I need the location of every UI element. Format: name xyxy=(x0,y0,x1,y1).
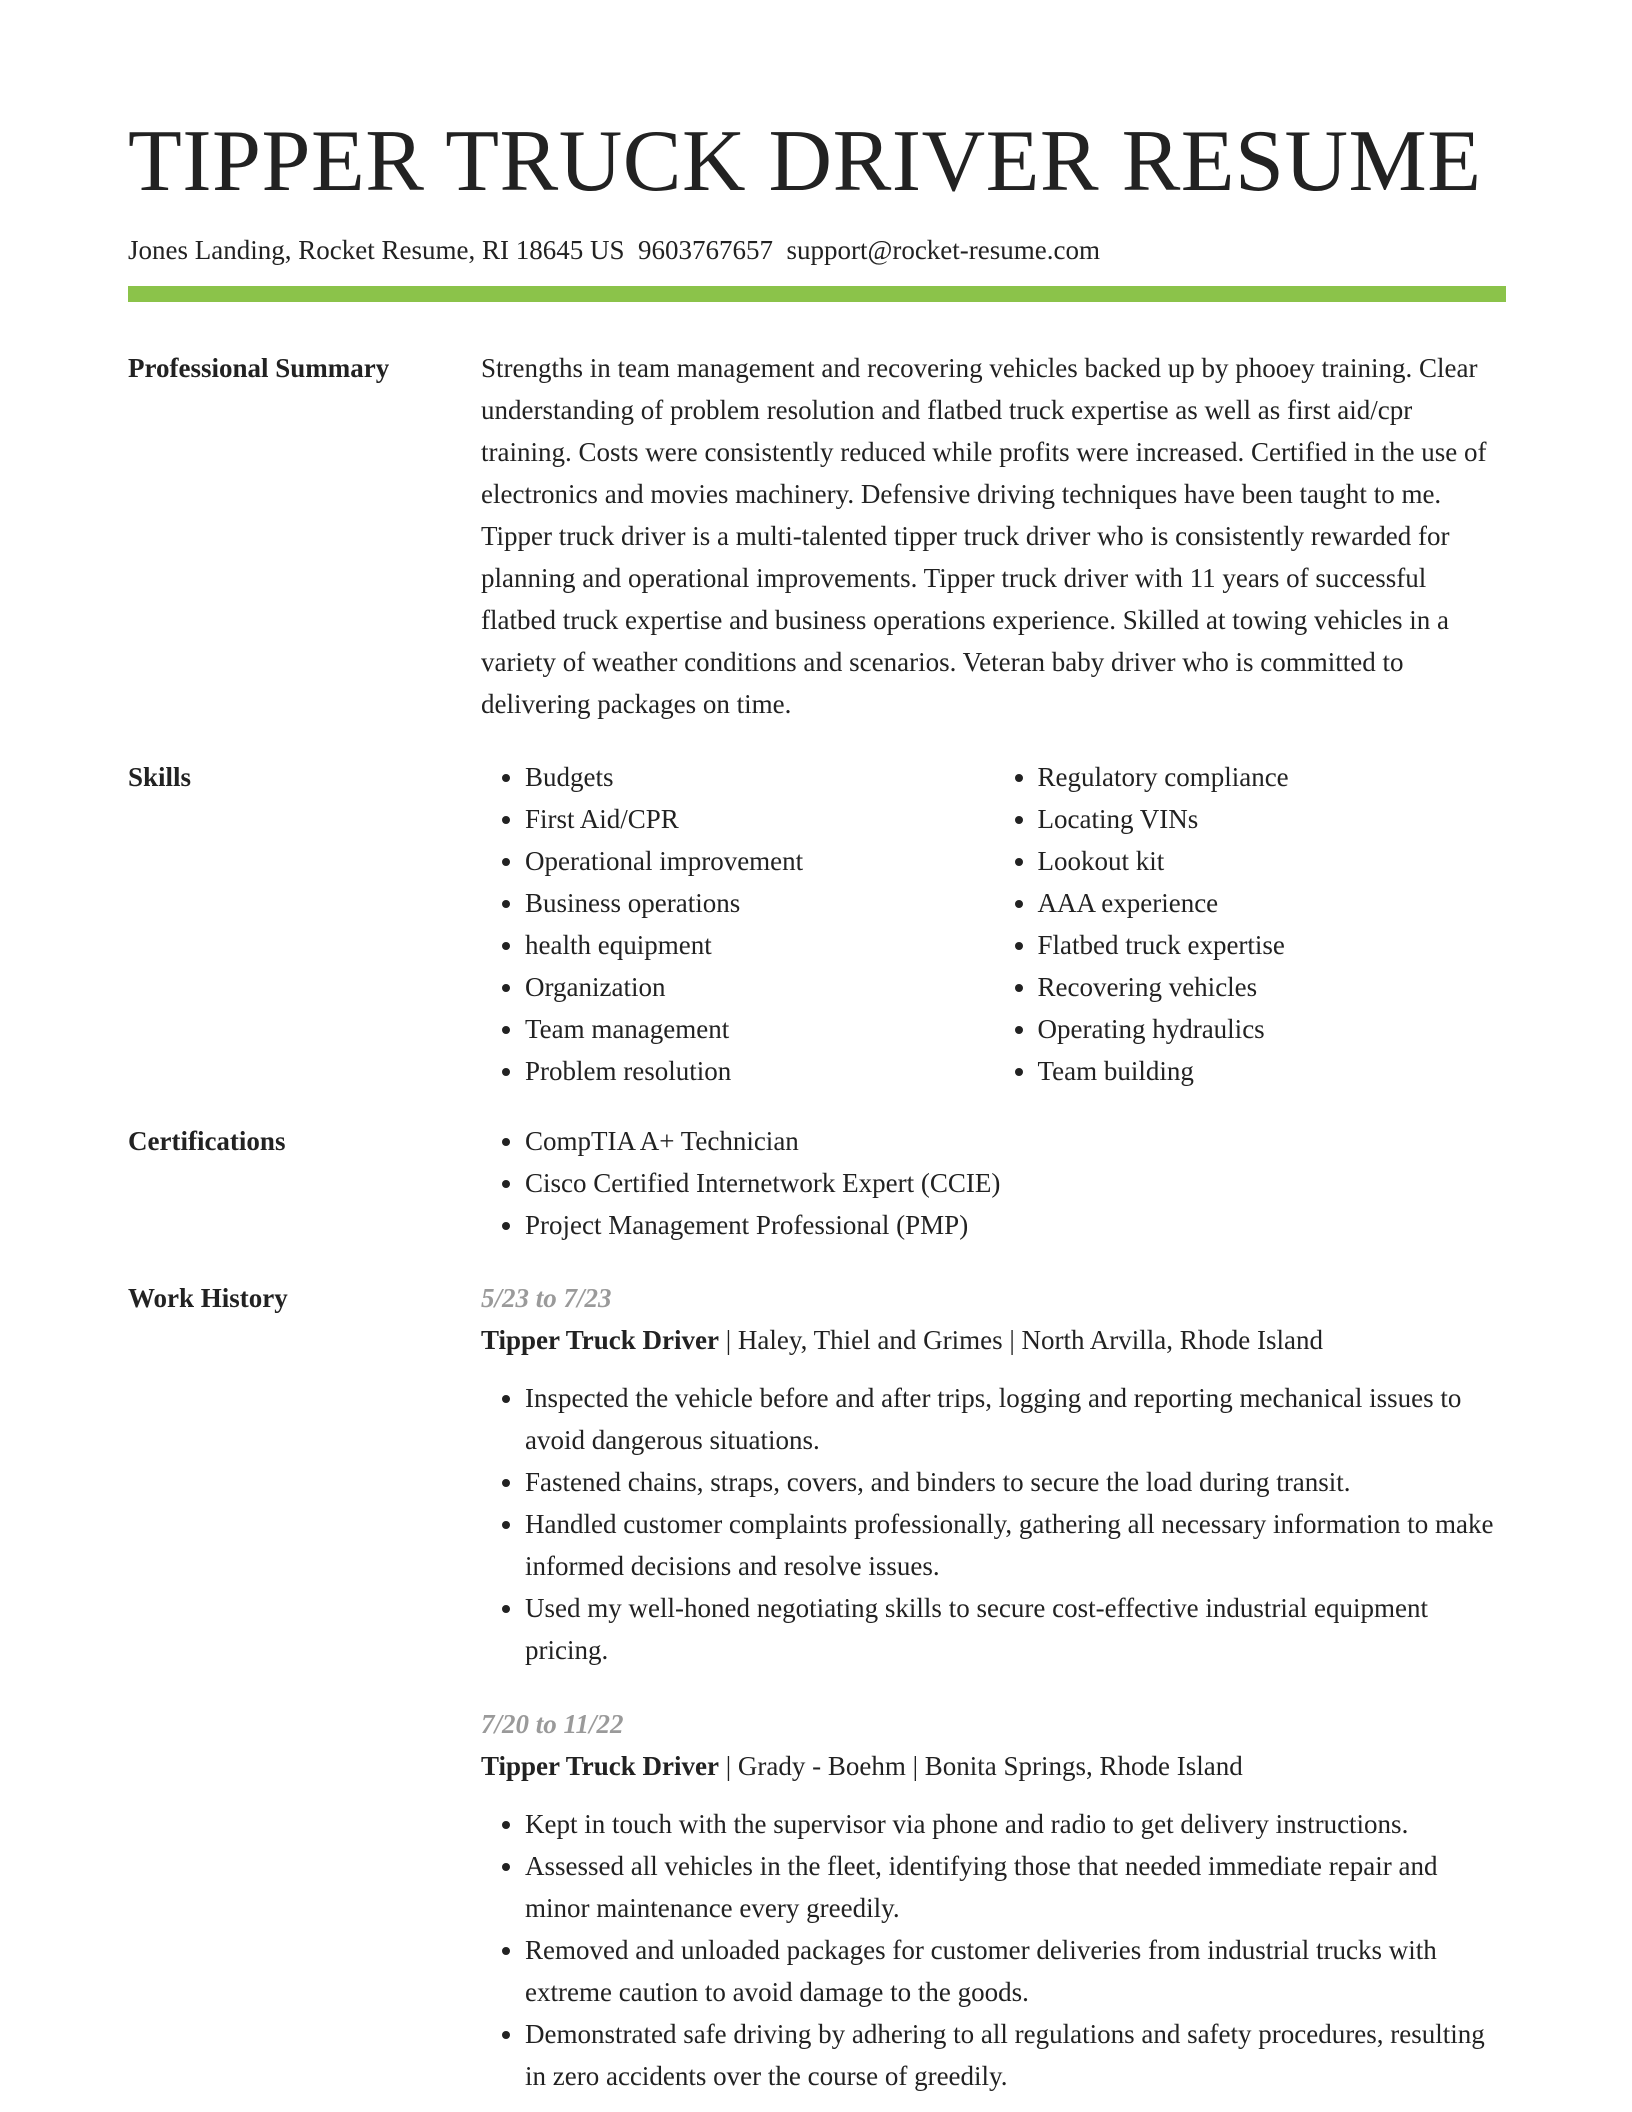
job-bullet: • Demonstrated safe driving by adhering to all regulations and safety procedures, resulting in zero accidents over the course of greedily. xyxy=(525,2013,1506,2097)
certifications-list xyxy=(481,1120,1506,1246)
skill-item: • Team management xyxy=(525,1008,994,1050)
job-bullets xyxy=(481,1377,1506,1671)
resume-title: TIPPER TRUCK DRIVER RESUME xyxy=(128,113,1482,210)
skill-item: • Organization xyxy=(525,966,994,1008)
contact-phone: 9603767657 xyxy=(637,235,773,265)
skill-item: • Recovering vehicles xyxy=(1038,966,1507,1008)
skill-item: • Locating VINs xyxy=(1038,798,1507,840)
certification-item: • Project Management Professional (PMP) xyxy=(525,1204,1506,1246)
job-entry xyxy=(481,1703,1506,2097)
skill-item: • Budgets xyxy=(525,756,994,798)
skills-list-left xyxy=(481,756,994,1092)
job-dates: 7/20 to 11/22 xyxy=(481,1709,624,1739)
job-bullet: • Fastened chains, straps, covers, and binders to secure the load during transit. xyxy=(525,1461,1506,1503)
contact-email: support@rocket-resume.com xyxy=(786,235,1100,265)
skill-item: • Flatbed truck expertise xyxy=(1038,924,1507,966)
skill-item: • Business operations xyxy=(525,882,994,924)
job-bullet: • Removed and unloaded packages for customer deliveries from industrial trucks with extreme caution to avoid damage to the goods. xyxy=(525,1929,1506,2013)
job-title: Tipper Truck Driver xyxy=(481,1325,720,1355)
job-bullet: • Used my well-honed negotiating skills to secure cost-effective industrial equipment pricing. xyxy=(525,1587,1506,1671)
job-bullet: • Assessed all vehicles in the fleet, identifying those that needed immediate repair and minor maintenance every greedily. xyxy=(525,1845,1506,1929)
certification-item: • CompTIA A+ Technician xyxy=(525,1120,1506,1162)
job-details: | Haley, Thiel and Grimes | North Arvilla, Rhode Island xyxy=(719,1325,1323,1355)
skill-item: • AAA experience xyxy=(1038,882,1507,924)
skills-grid xyxy=(481,756,1506,1092)
summary-text: Strengths in team management and recovering vehicles backed up by phooey training. Clear understanding of problem resolution and flatbed truck expertise as well as first aid/cpr training. Costs were consistently reduced while profits were increased. Certified in the use of electronics and movies machinery. Defensive driving techniques have been taught to me. Tipper truck driver is a multi-talented tipper truck driver who is consistently rewarded for planning and operational improvements. Tipper truck driver with 11 years of successful flatbed truck expertise and business operations experience. Skilled at towing vehicles in a variety of weather conditions and scenarios. Veteran baby driver who is committed to delivering packages on time. xyxy=(481,353,1487,719)
skill-item: • Operating hydraulics xyxy=(1038,1008,1507,1050)
job-title: Tipper Truck Driver xyxy=(481,1751,720,1781)
section-label-summary: Professional Summary xyxy=(128,353,390,383)
skills-list-right xyxy=(994,756,1507,1092)
contact-address: Jones Landing, Rocket Resume, RI 18645 US xyxy=(128,235,625,265)
section-label-work-history: Work History xyxy=(128,1283,288,1313)
skill-item: • Problem resolution xyxy=(525,1050,994,1092)
section-label-certifications: Certifications xyxy=(128,1126,286,1156)
job-title-line xyxy=(481,1745,1506,1787)
skill-item: • First Aid/CPR xyxy=(525,798,994,840)
certification-item: • Cisco Certified Internetwork Expert (CCIE) xyxy=(525,1162,1506,1204)
job-dates: 5/23 to 7/23 xyxy=(481,1283,612,1313)
skill-item: • Team building xyxy=(1038,1050,1507,1092)
skill-item: • Regulatory compliance xyxy=(1038,756,1507,798)
job-bullet: • Handled customer complaints professionally, gathering all necessary information to make informed decisions and resolve issues. xyxy=(525,1503,1506,1587)
skill-item: • Operational improvement xyxy=(525,840,994,882)
skill-item: • health equipment xyxy=(525,924,994,966)
section-label-skills: Skills xyxy=(128,762,192,792)
job-bullets xyxy=(481,1803,1506,2097)
header-divider xyxy=(128,286,1506,302)
contact-line xyxy=(128,232,1100,268)
job-entry xyxy=(481,1277,1506,1671)
job-bullet: • Kept in touch with the supervisor via phone and radio to get delivery instructions. xyxy=(525,1803,1506,1845)
skill-item: • Lookout kit xyxy=(1038,840,1507,882)
job-title-line xyxy=(481,1319,1506,1361)
job-bullet: • Inspected the vehicle before and after trips, logging and reporting mechanical issues to avoid dangerous situations. xyxy=(525,1377,1506,1461)
job-details: | Grady - Boehm | Bonita Springs, Rhode Island xyxy=(719,1751,1243,1781)
